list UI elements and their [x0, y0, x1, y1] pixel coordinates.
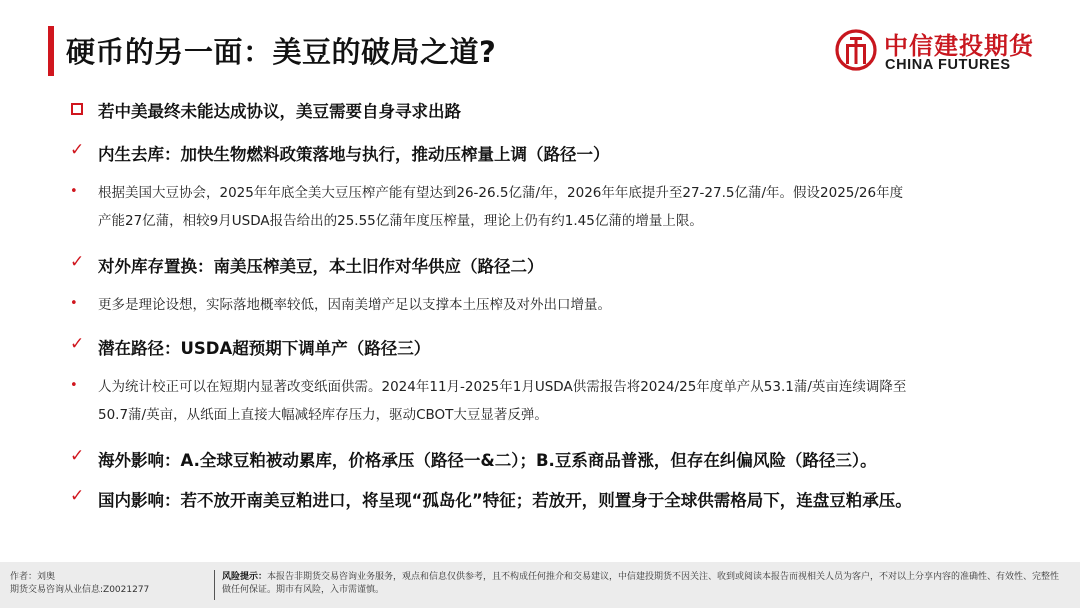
logo-text-cn: 中信建投期货	[884, 32, 1034, 60]
footer-author	[10, 571, 149, 597]
logo-text-en: CHINA FUTURES	[885, 57, 1011, 73]
bullet-icon: •	[70, 378, 78, 393]
footer-divider	[214, 570, 215, 600]
check-icon: ✓	[70, 140, 85, 160]
risk-disclaimer	[222, 571, 1062, 597]
page-title: 硬币的另一面：美豆的破局之道?	[66, 35, 497, 69]
risk-text: 本报告非期货交易咨询业务服务，观点和信息仅供参考，且不构成任何推介和交易建议，中信建投期货不因关注、收到或阅读本报告而视相关人员为客户，不对以上分享内容的准确性、有效性、完整性做任何保证。期市有风险，入市需谨慎。	[222, 572, 1060, 595]
check-icon: ✓	[70, 334, 85, 354]
license-number: 期货交易咨询从业信息:Z0021277	[10, 585, 150, 595]
check-icon: ✓	[70, 486, 85, 506]
bullet-icon: •	[70, 296, 78, 311]
heading-text: 潜在路径：USDA超预期下调单产（路径三）	[98, 339, 431, 358]
body-line: 根据美国大豆协会，2025年年底全美大豆压榨产能有望达到26-26.5亿蒲/年，2026年年底提升至27-27.5亿蒲/年。假设2025/26年度	[98, 185, 904, 201]
check-icon: ✓	[70, 252, 85, 272]
heading-text: 国内影响：若不放开南美豆粕进口，将呈现“孤岛化”特征；若放开，则置身于全球供需格局下，连盘豆粕承压。	[98, 491, 912, 510]
body-line: 人为统计校正可以在短期内显著改变纸面供需。2024年11月-2025年1月USDA供需报告将2024/25年度单产从53.1蒲/英亩连续调降至	[98, 379, 907, 395]
body-line: 产能27亿蒲，相较9月USDA报告给出的25.55亿蒲年度压榨量，理论上仍有约1.45亿蒲的增量上限。	[98, 213, 703, 229]
citic-logo-icon	[834, 28, 878, 72]
check-icon: ✓	[70, 446, 85, 466]
bullet-icon: •	[70, 184, 78, 199]
author-name: 作者：刘奥	[10, 572, 56, 582]
heading-text: 对外库存置换：南美压榨美豆，本土旧作对华供应（路径二）	[98, 257, 544, 276]
square-icon	[71, 103, 83, 115]
logo	[834, 28, 1034, 78]
heading-text: 若中美最终未能达成协议，美豆需要自身寻求出路	[98, 102, 461, 121]
footer	[0, 562, 1080, 608]
heading-text: 海外影响：A.全球豆粕被动累库，价格承压（路径一&二）；B.豆系商品普涨，但存在纠偏风险（路径三）。	[98, 451, 877, 470]
risk-label: 风险提示：	[222, 572, 268, 582]
heading-text: 内生去库：加快生物燃料政策落地与执行，推动压榨量上调（路径一）	[98, 145, 610, 164]
body-line: 50.7蒲/英亩，从纸面上直接大幅减轻库存压力，驱动CBOT大豆显著反弹。	[98, 407, 548, 423]
body-line: 更多是理论设想，实际落地概率较低，因南美增产足以支撑本土压榨及对外出口增量。	[98, 297, 611, 313]
title-accent-bar	[48, 26, 54, 76]
